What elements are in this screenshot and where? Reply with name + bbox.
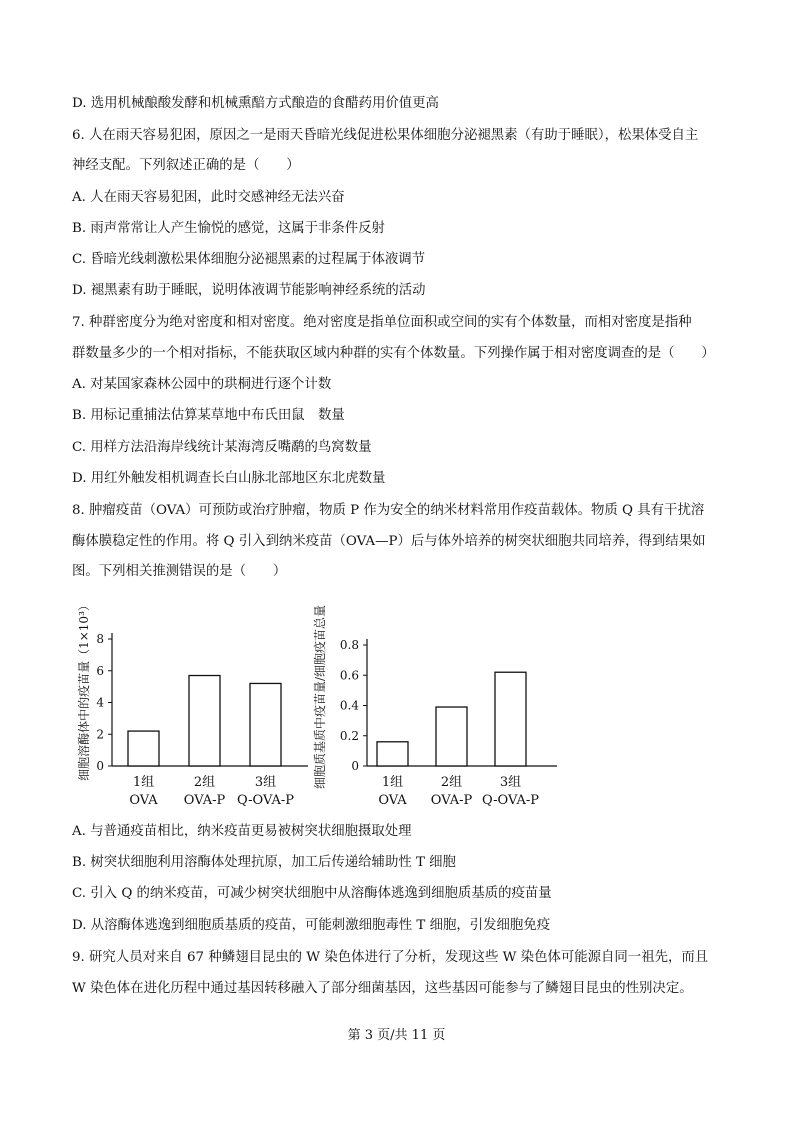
- question-8-option-b: B. 树突状细胞利用溶酶体处理抗原，加工后传递给辅助性 T 细胞: [72, 855, 456, 870]
- question-8-option-a: A. 与普通疫苗相比，纳米疫苗更易被树突状细胞摄取处理: [72, 824, 412, 839]
- x-category-label: 2组: [440, 775, 463, 790]
- question-7-option-d: D. 用红外触发相机调查长白山脉北部地区东北虎数量: [72, 471, 386, 486]
- y-tick-label: 0.2: [339, 728, 359, 743]
- question-7-option-b: B. 用标记重捕法估算某草地中布氏田鼠 数量: [72, 408, 345, 423]
- question-9-stem-line-1: 9. 研究人员对来自 67 种鳞翅目昆虫的 W 染色体进行了分析，发现这些 W 染色体可能源自同一祖先，而且: [72, 950, 709, 965]
- bar: [128, 731, 159, 766]
- y-tick-label: 0: [96, 759, 104, 773]
- bar: [250, 683, 281, 766]
- y-tick-label: 4: [96, 695, 104, 710]
- question-6-stem-line-2: 神经支配。下列叙述正确的是（ ）: [72, 158, 300, 173]
- question-6-option-c: C. 昏暗光线刺激松果体细胞分泌褪黑素的过程属于体液调节: [72, 252, 426, 267]
- question-7-stem-line-2: 群数量多少的一个相对指标，不能获取区域内种群的实有个体数量。下列操作属于相对密度调查的是（ ）: [72, 346, 715, 361]
- y-tick-label: 8: [96, 632, 104, 646]
- question-8-stem-line-2: 酶体膜稳定性的作用。将 Q 引入到纳米疫苗（OVA—P）后与体外培养的树突状细胞共同培养，得到结果如: [72, 534, 706, 549]
- y-tick-label: 0.8: [339, 638, 359, 652]
- question-6-option-d: D. 褪黑素有助于睡眠，说明体液调节能影响神经系统的活动: [72, 283, 426, 298]
- x-category-label: 3组: [499, 775, 522, 790]
- question-8-stem-line-1: 8. 肿瘤疫苗（OVA）可预防或治疗肿瘤，物质 P 作为安全的纳米材料常用作疫苗载体。物质 Q 具有干扰溶: [72, 503, 705, 518]
- chart-lysosome-vaccine-svg: [70, 590, 310, 815]
- question-9-stem-line-2: W 染色体在进化历程中通过基因转移融入了部分细菌基因，这些基因可能参与了鳞翅目昆虫的性别决定。: [72, 981, 693, 996]
- question-7-option-c: C. 用样方法沿海岸线统计某海湾反嘴鹬的鸟窝数量: [72, 440, 372, 455]
- chart-cytosol-vaccine-ratio-svg: [312, 590, 572, 815]
- x-category-label: 3组: [254, 775, 277, 790]
- y-tick-label: 0.6: [339, 668, 359, 683]
- x-category-sublabel: Q-OVA-P: [237, 793, 294, 808]
- bar: [495, 672, 526, 766]
- y-tick-label: 0: [351, 759, 359, 773]
- x-category-sublabel: OVA: [129, 793, 158, 808]
- x-category-sublabel: Q-OVA-P: [482, 793, 539, 808]
- question-8-stem-line-3: 图。下列相关推测错误的是（ ）: [72, 564, 287, 579]
- question-6-stem-line-1: 6. 人在雨天容易犯困，原因之一是雨天昏暗光线促进松果体细胞分泌褪黑素（有助于睡眠），松果体受自主: [72, 128, 699, 143]
- x-category-label: 2组: [193, 775, 216, 790]
- question-8-option-c: C. 引入 Q 的纳米疫苗，可减少树突状细胞中从溶酶体逃逸到细胞质基质的疫苗量: [72, 886, 552, 901]
- question-7-stem-line-1: 7. 种群密度分为绝对密度和相对密度。绝对密度是指单位面积或空间的实有个体数量，而相对密度是指种: [72, 315, 692, 330]
- y-tick-label: 0.4: [339, 698, 359, 713]
- question-6-option-a: A. 人在雨天容易犯困，此时交感神经无法兴奋: [72, 190, 345, 205]
- x-category-sublabel: OVA: [378, 793, 407, 808]
- y-axis-label: 细胞质基质中疫苗量/细胞疫苗总量: [313, 604, 327, 790]
- y-tick-label: 2: [96, 727, 104, 742]
- bar: [377, 742, 408, 766]
- x-category-sublabel: OVA-P: [183, 793, 226, 808]
- y-tick-label: 6: [96, 663, 104, 678]
- x-category-sublabel: OVA-P: [430, 793, 473, 808]
- bar: [436, 707, 467, 766]
- chart-cytosol-vaccine-ratio: [312, 590, 572, 815]
- page-footer: 第 3 页/共 11 页: [347, 1028, 446, 1043]
- question-5-option-d: D. 选用机械酿酸发酵和机械熏醅方式酿造的食醋药用价值更高: [72, 96, 439, 111]
- question-7-option-a: A. 对某国家森林公园中的珙桐进行逐个计数: [72, 377, 332, 392]
- y-axis-label: 细胞溶酶体中的疫苗量（1×10³）: [77, 599, 91, 781]
- x-category-label: 1组: [381, 775, 404, 790]
- question-8-option-d: D. 从溶酶体逃逸到细胞质基质的疫苗，可能刺激细胞毒性 T 细胞，引发细胞免疫: [72, 918, 551, 933]
- x-category-label: 1组: [132, 775, 155, 790]
- bar: [189, 676, 220, 766]
- question-6-option-b: B. 雨声常常让人产生愉悦的感觉，这属于非条件反射: [72, 221, 385, 236]
- chart-lysosome-vaccine: [70, 590, 310, 815]
